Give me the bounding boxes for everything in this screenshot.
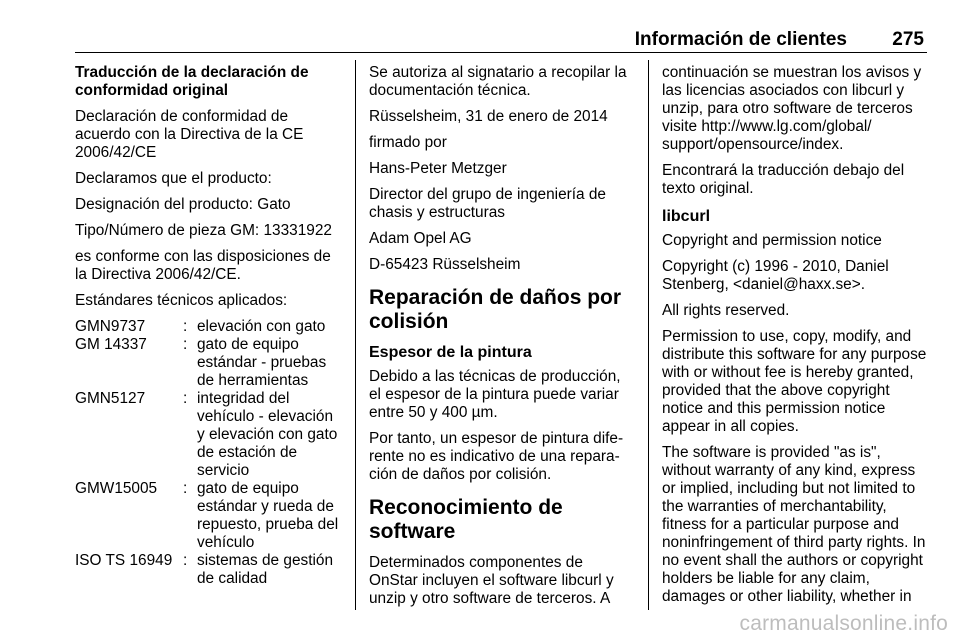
paragraph: Permission to use, copy, modify, and distribute this software for any purpose with or without fee is hereby granted, provided that the above copyright notice and this permission notice appear in all copies. (662, 328, 927, 435)
section-title-software: Reconocimiento de software (369, 496, 563, 543)
column-divider (355, 60, 356, 610)
standard-colon: : (183, 336, 188, 353)
paragraph: Estándares técnicos aplicados: (75, 292, 288, 309)
paragraph: Tipo/Número de pieza GM: 13331922 (75, 222, 332, 239)
standard-code: GMW15005 (75, 480, 158, 497)
standard-description: sistemas de gestión de calidad (197, 552, 334, 587)
standard-row (75, 336, 343, 390)
standard-row (75, 552, 343, 588)
paragraph: Adam Opel AG (369, 230, 472, 247)
column-2 (369, 64, 635, 616)
paragraph: The software is provided "as is", without warranty of any kind, express or implied, including but not limited to the warranties of merchantability, fitness for a particular purpose and noninfringement of third party rights. In no event shall the authors or copyright holders be liable for any claim, damages or other liability, whether in (662, 444, 926, 605)
paragraph: es conforme con las disposiciones de la Directiva 2006/42/CE. (75, 248, 331, 283)
standard-description: gato de equipo estándar y rueda de repuesto, prueba del vehículo (197, 480, 339, 551)
paragraph: Hans-Peter Metzger (369, 160, 507, 177)
standard-description: integridad del vehículo - elevación y elevación con gato de estación de servicio (197, 390, 338, 479)
standard-colon: : (183, 318, 188, 335)
paragraph: Se autoriza al signatario a recopilar la documentación técnica. (369, 64, 627, 99)
paragraph: Designación del producto: Gato (75, 196, 291, 213)
standard-code: ISO TS 16949 (75, 552, 173, 569)
paragraph: Director del grupo de ingeniería de chasis y estructuras (369, 186, 606, 221)
column-1 (75, 64, 343, 588)
declaration-heading: Traducción de la declaración de conformidad original (75, 64, 309, 99)
standard-code: GMN5127 (75, 390, 146, 407)
paragraph: Copyright (c) 1996 - 2010, Daniel Stenberg, <daniel@haxx.se>. (662, 258, 889, 293)
page-number: 275 (892, 29, 924, 50)
paragraph: continuación se muestran los avisos y las licencias asociados con libcurl y unzip, para otro software de terceros visite http://www.lg.com/global/ support/opensource/index. (662, 64, 922, 153)
standard-description: gato de equipo estándar - pruebas de herramientas (197, 336, 327, 389)
standard-colon: : (183, 480, 188, 497)
standard-row (75, 318, 343, 336)
paragraph: firmado por (369, 134, 447, 151)
paragraph: Rüsselsheim, 31 de enero de 2014 (369, 108, 608, 125)
paragraph: All rights reserved. (662, 302, 790, 319)
column-divider (648, 60, 649, 610)
paragraph: Debido a las técnicas de producción, el espesor de la pintura puede variar entre 50 y 400 µm. (369, 368, 621, 421)
standard-code: GM 14337 (75, 336, 147, 353)
subsection-title-libcurl: libcurl (662, 208, 711, 225)
paragraph: Por tanto, un espesor de pintura diferente no es indicativo de una reparación de daños por colisión. (369, 430, 624, 483)
standard-colon: : (183, 390, 188, 407)
column-3 (662, 64, 930, 614)
page-title: Información de clientes (634, 29, 847, 50)
page-header (75, 24, 927, 53)
paragraph: Encontrará la traducción debajo del texto original. (662, 162, 905, 197)
standards-list (75, 318, 343, 588)
watermark-text: carmanualsonline.info (739, 612, 948, 635)
paragraph: Determinados componentes de OnStar incluyen el software libcurl y unzip y otro software de terceros. A (369, 554, 614, 607)
paragraph: Declaramos que el producto: (75, 170, 272, 187)
paragraph: D-65423 Rüsselsheim (369, 256, 521, 273)
paragraph: Copyright and permission notice (662, 232, 882, 249)
standard-row (75, 390, 343, 480)
section-title-collision-repair: Reparación de daños por colisión (369, 286, 622, 333)
standard-code: GMN9737 (75, 318, 146, 335)
standard-colon: : (183, 552, 188, 569)
paragraph: Declaración de conformidad de acuerdo con la Directiva de la CE 2006/42/CE (75, 108, 304, 161)
standard-row (75, 480, 343, 552)
standard-description: elevación con gato (197, 318, 326, 335)
subsection-title-paint-thickness: Espesor de la pintura (369, 344, 532, 361)
